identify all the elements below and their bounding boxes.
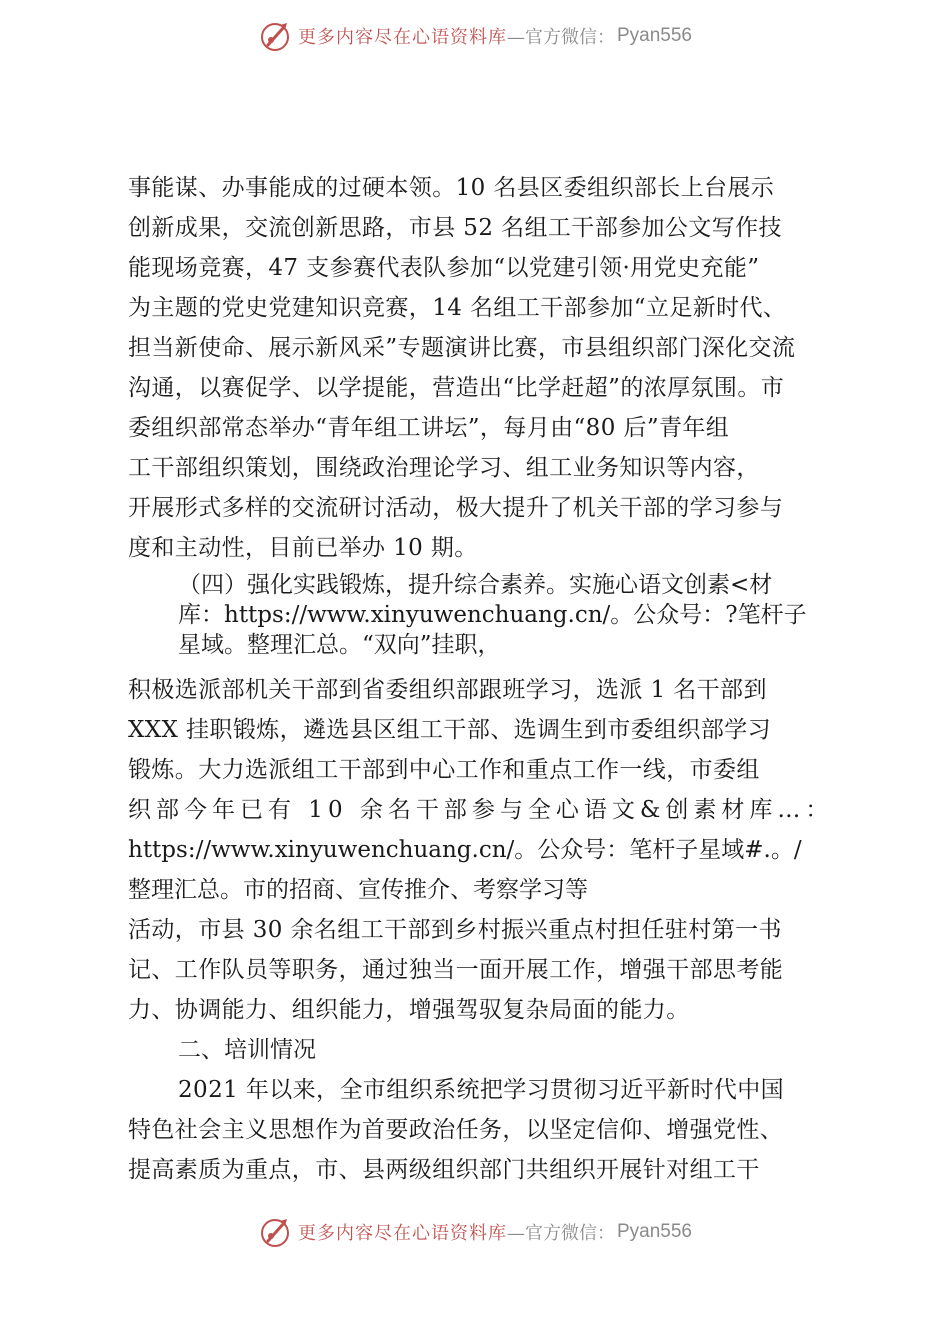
brand-logo-icon [258, 1215, 292, 1249]
footer-contact-id: Pyan556 [616, 1221, 692, 1242]
para4-line: 提高素质为重点，市、县两级组织部门共组织开展针对组工干 [128, 1157, 760, 1183]
header-contact-label: —官方微信： [506, 27, 615, 48]
para3-line: 锻炼。大力选派组工干部到中心工作和重点工作一线，市委组 [128, 757, 760, 783]
para3-line: https://www.xinyuwenchuang.cn/。公众号：笔杆子星域#.。/ [128, 837, 802, 863]
para3-line: 活动，市县 30 余名组工干部到乡村振兴重点村担任驻村第一书 [128, 917, 782, 943]
brand-logo-icon [258, 19, 292, 53]
body-line: 委组织部常态举办“青年组工讲坛”，每月由“80 后”青年组 [128, 415, 730, 441]
body-line: 度和主动性，目前已举办 10 期。 [128, 535, 478, 561]
header-banner [0, 16, 950, 56]
header-brand-text: 更多内容尽在心语资料库 [297, 27, 507, 48]
body-line: 为主题的党史党建知识竞赛，14 名组工干部参加“立足新时代、 [128, 295, 787, 321]
para4-line: 特色社会主义思想作为首要政治任务，以坚定信仰、增强党性、 [128, 1117, 784, 1143]
body-line: 担当新使命、展示新风采”专题演讲比赛，市县组织部门深化交流 [128, 335, 796, 361]
para3-line: 力、协调能力、组织能力，增强驾驭复杂局面的能力。 [128, 997, 690, 1023]
body-line: 工干部组织策划，围绕政治理论学习、组工业务知识等内容， [128, 455, 760, 481]
para3-line: XXX 挂职锻炼，遴选县区组工干部、选调生到市委组织部学习 [128, 717, 772, 743]
para4-line: 2021 年以来，全市组织系统把学习贯彻习近平新时代中国 [178, 1077, 785, 1103]
body-line: 创新成果，交流创新思路，市县 52 名组工干部参加公文写作技 [128, 215, 782, 241]
document-body [128, 168, 848, 1190]
para3-line: 织部今年已有 10 余名干部参与全心语文&创素材库…： [128, 797, 834, 823]
body-line: 事能谋、办事能成的过硬本领。10 名县区委组织部长上台展示 [128, 175, 775, 201]
para2-line: 星域。整理汇总。“双向”挂职， [178, 632, 501, 658]
footer-brand-text: 更多内容尽在心语资料库 [297, 1223, 507, 1244]
header-contact-id: Pyan556 [616, 25, 692, 46]
para3-line: 积极选派部机关干部到省委组织部跟班学习，选派 1 名干部到 [128, 677, 767, 703]
para3-line: 记、工作队员等职务，通过独当一面开展工作，增强干部思考能 [128, 957, 784, 983]
para3-line: 整理汇总。市的招商、宣传推介、考察学习等 [128, 877, 588, 903]
para2-line: 库：https://www.xinyuwenchuang.cn/。公众号：?笔杆子 [178, 602, 807, 628]
body-line: 开展形式多样的交流研讨活动，极大提升了机关干部的学习参与 [128, 495, 784, 521]
para2-line: （四）强化实践锻炼，提升综合素养。实施心语文创素<材 [178, 572, 773, 598]
body-line: 沟通，以赛促学、以学提能，营造出“比学赶超”的浓厚氛围。市 [128, 375, 785, 401]
footer-banner [0, 1212, 950, 1252]
body-line: 能现场竞赛，47 支参赛代表队参加“以党建引领·用党史充能” [128, 255, 760, 281]
footer-contact-label: —官方微信： [506, 1223, 615, 1244]
section-heading: 二、培训情况 [178, 1037, 316, 1063]
